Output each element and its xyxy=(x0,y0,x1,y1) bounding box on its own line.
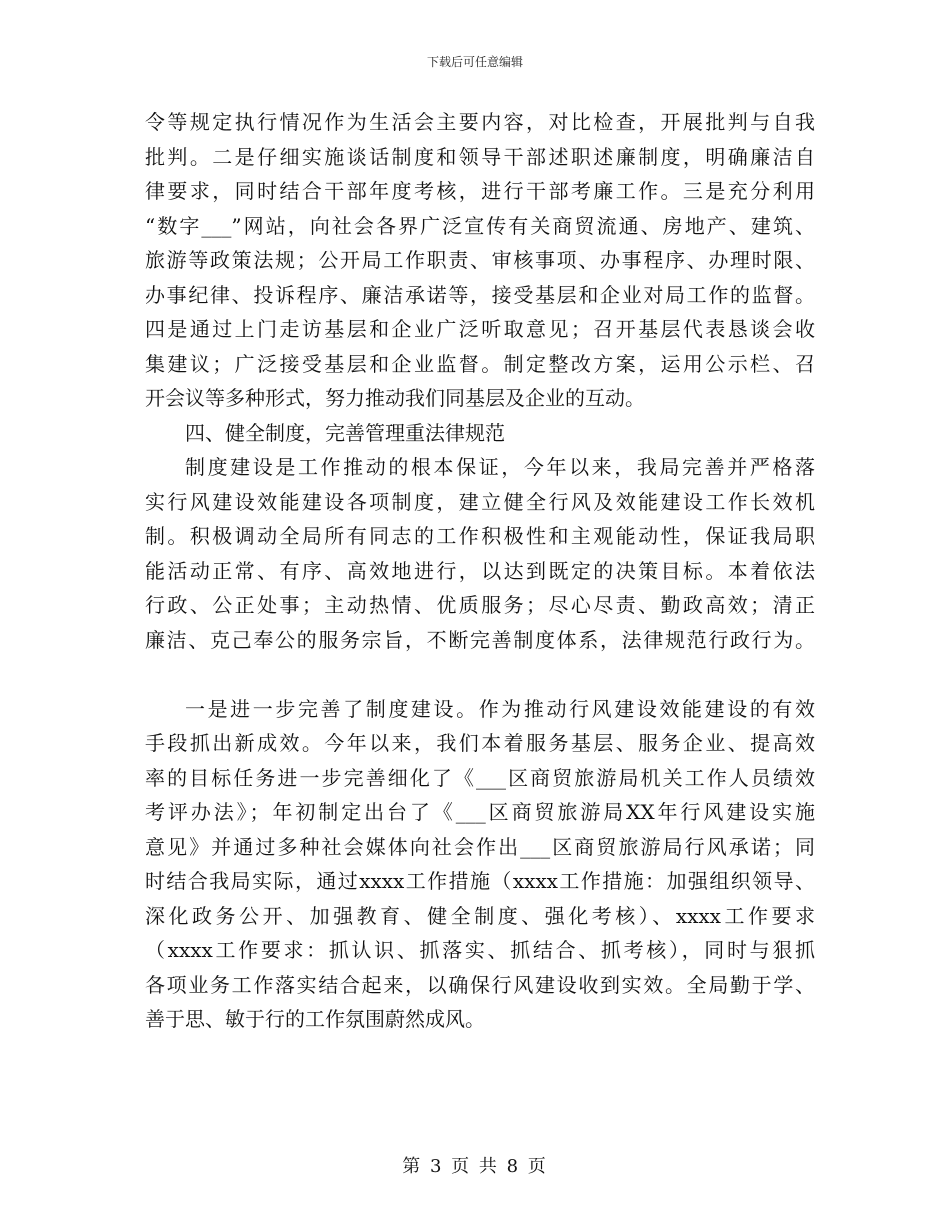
paragraph xyxy=(145,692,815,1037)
text-line: 批判。二是仔细实施谈话制度和领导干部述职述廉制度，明确廉洁自 xyxy=(145,144,815,169)
paragraph xyxy=(145,450,815,657)
text-line: 集建议；广泛接受基层和企业监督。制定整改方案，运用公示栏、召 xyxy=(145,351,815,376)
text-line: 率的目标任务进一步完善细化了《___区商贸旅游局机关工作人员绩效 xyxy=(145,765,815,790)
text-line: 实行风建设效能建设各项制度，建立健全行风及效能建设工作长效机 xyxy=(145,489,815,514)
text-line: 办事纪律、投诉程序、廉洁承诺等，接受基层和企业对局工作的监督。 xyxy=(145,282,815,307)
text-line: （xxxx工作要求：抓认识、抓落实、抓结合、抓考核），同时与狠抓 xyxy=(145,938,815,962)
page-header: 下载后可任意编辑 xyxy=(426,55,523,69)
paragraph xyxy=(145,105,815,416)
text-line: 各项业务工作落实结合起来，以确保行风建设收到实效。全局勤于学、 xyxy=(145,972,815,997)
text-line: 廉洁、克己奉公的服务宗旨，不断完善制度体系，法律规范行政行为。 xyxy=(145,627,815,652)
section-heading: 四、健全制度，完善管理重法律规范 xyxy=(185,420,505,445)
page-number: 第 3 页 共 8 页 xyxy=(402,1156,548,1177)
text-line: 制。积极调动全局所有同志的工作积极性和主观能动性，保证我局职 xyxy=(145,524,815,548)
text-line: 手段抓出新成效。今年以来，我们本着服务基层、服务企业、提高效 xyxy=(145,731,815,755)
text-line: 行政、公正处事；主动热情、优质服务；尽心尽责、勤政高效；清正 xyxy=(145,593,815,617)
text-line: 制度建设是工作推动的根本保证，今年以来，我局完善并严格落 xyxy=(185,455,815,479)
text-line: 旅游等政策法规；公开局工作职责、审核事项、办事程序、办理时限、 xyxy=(145,248,815,272)
text-line: 四是通过上门走访基层和企业广泛听取意见；召开基层代表恳谈会收 xyxy=(145,317,815,341)
text-line: 能活动正常、有序、高效地进行，以达到既定的决策目标。本着依法 xyxy=(145,558,815,583)
paragraph-spacer xyxy=(145,657,815,692)
text-line: 善于思、敏于行的工作氛围蔚然成风。 xyxy=(145,1007,485,1031)
text-line: 深化政务公开、加强教育、健全制度、强化考核）、xxxx工作要求 xyxy=(145,903,815,928)
text-line: 开会议等多种形式，努力推动我们同基层及企业的互动。 xyxy=(145,386,645,410)
document-body xyxy=(145,105,815,1037)
text-line: 时结合我局实际，通过xxxx工作措施（xxxx工作措施：加强组织领导、 xyxy=(145,869,815,893)
text-line: “数字___”网站，向社会各界广泛宣传有关商贸流通、房地产、建筑、 xyxy=(145,213,815,238)
text-line: 一是进一步完善了制度建设。作为推动行风建设效能建设的有效 xyxy=(185,696,815,721)
text-line: 律要求，同时结合干部年度考核，进行干部考廉工作。三是充分利用 xyxy=(145,179,815,203)
text-line: 考评办法》；年初制定出台了《___区商贸旅游局XX年行风建设实施 xyxy=(145,800,815,824)
text-line: 意见》并通过多种社会媒体向社会作出___区商贸旅游局行风承诺；同 xyxy=(145,834,815,859)
text-line: 令等规定执行情况作为生活会主要内容，对比检查，开展批判与自我 xyxy=(145,110,815,134)
